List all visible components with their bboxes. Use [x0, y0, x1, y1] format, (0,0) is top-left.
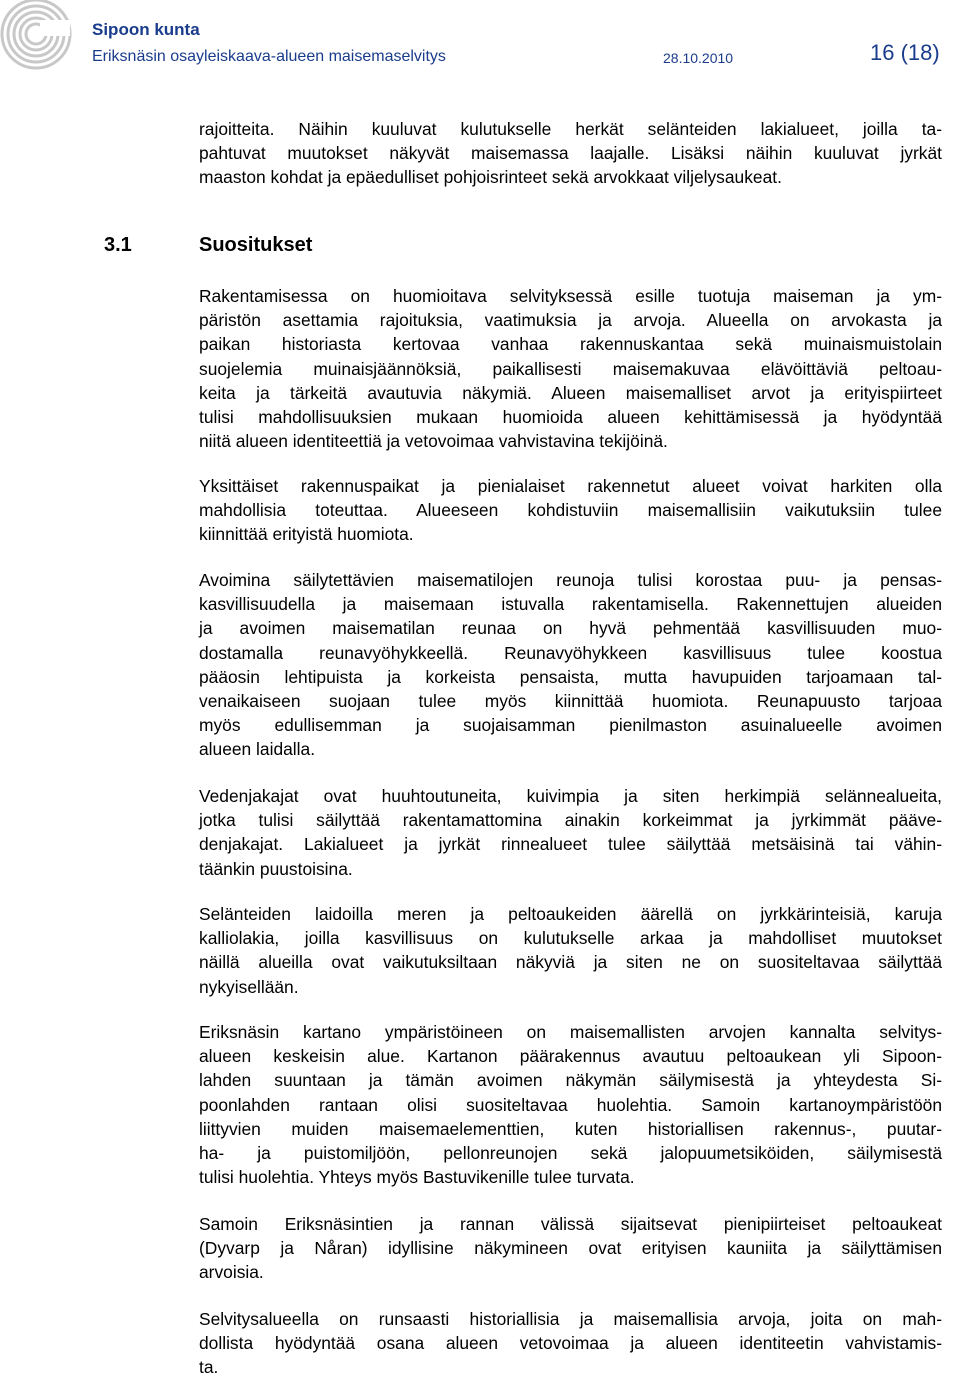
- text-line: ja avoimen maisematilan reunaa on hyvä pehmentää kasvillisuuden muo-: [199, 618, 942, 639]
- paragraph: [199, 284, 942, 453]
- text-line: niitä alueen identiteettiä ja vetovoimaa vahvistavina tekijöinä.: [199, 431, 668, 452]
- text-line: alueen keskeisin alue. Kartanon päärakennus avautuu peltoaukean yli Sipoon-: [199, 1046, 942, 1067]
- text-line: paikan historiasta kertovaa vanhaa rakennuskantaa sekä muinaismuistolain: [199, 334, 942, 355]
- text-line: lahden suuntaan ja tämän avoimen näkymän säilymisestä ja yhteydesta Si-: [199, 1070, 942, 1091]
- text-line: poonlahden rantaan olisi suositeltavaa huolehtia. Samoin kartanoympäristöön: [199, 1094, 942, 1115]
- text-line: alueen laidalla.: [199, 739, 316, 760]
- text-line: rajoitteita. Näihin kuuluvat kulutukselle herkät selänteiden lakialueet, joilla ta-: [199, 119, 942, 139]
- text-line: Selänteiden laidoilla meren ja peltoaukeiden äärellä on jyrkkärinteisiä, karuja: [199, 904, 942, 924]
- text-line: keita ja tärkeitä avautuvia näkymiä. Alueen maisemalliset arvot ja erityispiirteet: [199, 382, 942, 403]
- organization-name: Sipoon kunta: [92, 20, 200, 39]
- paragraph: [199, 568, 942, 762]
- text-line: Yksittäiset rakennuspaikat ja pienialaiset rakennetut alueet voivat harkiten olla: [199, 476, 942, 496]
- paragraph: [199, 902, 942, 999]
- text-line: liittyvien muiden maisemaelementtien, kuten historiallisen rakennus-, puutar-: [199, 1118, 942, 1139]
- text-line: Samoin Eriksnäsintien ja rannan välissä sijaitsevat pienipiirteiset peltoaukeat: [199, 1214, 942, 1234]
- text-line: kiinnittää erityistä huomiota.: [199, 524, 414, 545]
- paragraph-continuation: [199, 117, 942, 190]
- text-line: myös edullisemman ja suojaisamman pienilmaston asuinalueelle avoimen: [199, 715, 942, 736]
- document-date: 28.10.2010: [663, 50, 734, 66]
- text-line: dollista hyödyntää osana alueen vetovoimaa ja alueen identiteetin vahvistamis-: [199, 1333, 942, 1354]
- text-line: kalliolakia, joilla kasvillisuus on kulutukselle arkaa ja mahdolliset muutokset: [199, 928, 942, 949]
- text-line: arvoisia.: [199, 1262, 264, 1283]
- text-line: Avoimina säilytettävien maisematilojen reunoja tulisi korostaa puu- ja pensas-: [199, 570, 942, 590]
- page-number: 16 (18): [870, 40, 940, 65]
- paragraph: [199, 1212, 942, 1285]
- text-line: Rakentamisessa on huomioitava selvityksessä esille tuotuja maiseman ja ym-: [199, 286, 942, 306]
- text-line: tulisi huolehtia. Yhteys myös Bastuvikenille tulee turvata.: [199, 1167, 635, 1188]
- text-line: ha- ja puistomiljöön, pellonreunojen sekä jalopuumetsiköiden, säilymisestä: [199, 1143, 942, 1164]
- text-line: suojelemia muinaisjäännöksiä, paikallisesti maisemakuvaa elävöittäviä peltoau-: [199, 358, 942, 379]
- text-line: pahtuvat muutokset näkyvät maisemassa laajalle. Lisäksi näihin kuuluvat jyrkät: [199, 143, 942, 164]
- text-line: jotka tulisi säilyttää rakentamattomina ainakin korkeimmat ja jyrkimmät pääve-: [199, 810, 942, 831]
- text-line: maaston kohdat ja epäedulliset pohjoisrinteet sekä arvokkaat viljelysaukeat.: [199, 167, 782, 188]
- text-line: nykyisellään.: [199, 976, 299, 997]
- paragraph: [199, 1307, 942, 1380]
- text-line: kasvillisuudella ja maisemaan istuvalla rakentamisella. Rakennettujen alueiden: [199, 594, 942, 615]
- paragraph: [199, 474, 942, 547]
- text-line: Vedenjakajat ovat huuhtoutuneita, kuivimpia ja siten herkimpiä selännealueita,: [199, 786, 942, 806]
- text-line: ta.: [199, 1357, 219, 1378]
- text-line: venaikaiseen suojaan tulee myös kiinnittää huomiota. Reunapuusto tarjoaa: [199, 691, 942, 712]
- text-line: mahdollisia toteuttaa. Alueeseen kohdistuviin maisemallisiin vaikutuksiin tulee: [199, 500, 942, 521]
- text-line: dostamalla reunavyöhykkeellä. Reunavyöhykkeen kasvillisuus tulee koostua: [199, 642, 942, 663]
- section-number: 3.1: [104, 234, 132, 256]
- municipality-logo: [0, 0, 80, 80]
- text-line: pääosin lehtipuista ja korkeista pensaista, mutta havupuiden tarjoamaan tal-: [199, 666, 942, 687]
- document-title: Eriksnäsin osayleiskaava-alueen maisemaselvitys: [92, 48, 446, 65]
- text-line: tulisi mahdollisuuksien mukaan huomioida alueen kehittämisessä ja hyödyntää: [199, 407, 942, 428]
- text-line: näillä alueilla ovat vaikutuksiltaan näkyviä ja siten ne on suositeltavaa säilyttää: [199, 952, 942, 973]
- section-title: Suositukset: [199, 234, 313, 256]
- text-line: Selvitysalueella on runsaasti historiallisia ja maisemallisia arvoja, joita on mah-: [199, 1309, 942, 1329]
- text-line: täänkin puustoisina.: [199, 858, 353, 879]
- text-line: (Dyvarp ja Nåran) idyllisine näkymineen ovat erityisen kauniita ja säilyttämisen: [199, 1238, 942, 1259]
- paragraph: [199, 784, 942, 881]
- text-line: denjakajat. Lakialueet ja jyrkät rinnealueet tulee säilyttää metsäisinä tai vähin-: [199, 834, 942, 855]
- paragraph: [199, 1020, 942, 1189]
- text-line: Eriksnäsin kartano ympäristöineen on maisemallisten arvojen kannalta selvitys-: [199, 1022, 942, 1042]
- text-line: päristön asettamia rajoituksia, vaatimuksia ja arvoja. Alueella on arvokasta ja: [199, 310, 942, 331]
